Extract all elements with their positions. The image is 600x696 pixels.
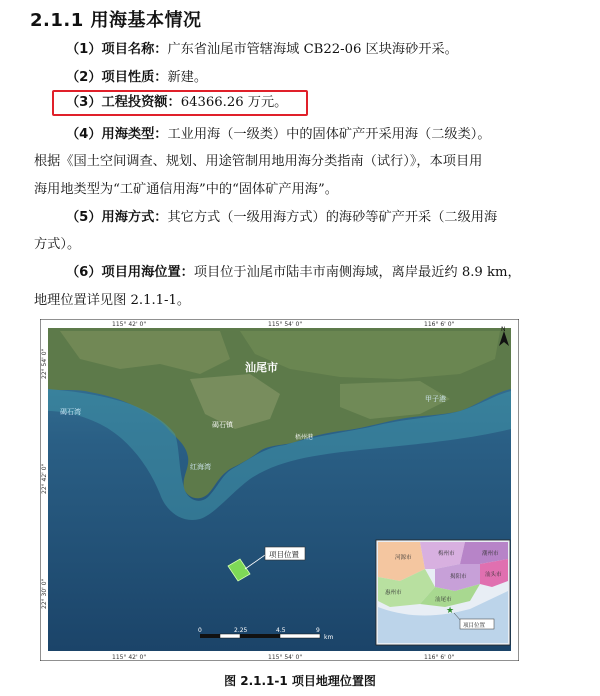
bottom-tick: 116° 6' 0" [424, 654, 455, 661]
bottom-tick: 115° 42' 0" [112, 654, 147, 661]
project-label: 项目位置 [269, 550, 299, 559]
item-value: 64366.26 万元。 [180, 95, 288, 110]
side-tick: 22° 30' 0" [41, 578, 48, 609]
item-label: （6）项目用海位置： [66, 265, 194, 280]
svg-text:km: km [324, 634, 334, 641]
inset-city: 惠州市 [385, 590, 402, 596]
item-label: （1）项目名称： [66, 42, 168, 57]
svg-text:N: N [501, 326, 506, 333]
item-value: 新建。 [167, 70, 208, 85]
bottom-tick: 115° 54' 0" [268, 654, 303, 661]
item-value: 工业用海（一级类）中的固体矿产开采用海（二级类）。 [167, 127, 491, 142]
item-project-name [66, 40, 458, 60]
inset-city: 汕头市 [485, 572, 502, 578]
item-label: （3）工程投资额： [66, 95, 181, 110]
top-tick: 115° 42' 0" [112, 321, 147, 328]
item-project-nature [66, 68, 207, 88]
inset-city: 河源市 [395, 555, 412, 561]
item-sea-use-mode [66, 208, 497, 228]
bay-label: 红海湾 [190, 463, 211, 471]
town-label: 碣石镇 [212, 421, 233, 429]
item-label: （2）项目性质： [66, 70, 168, 85]
town-label: 梧州港 [295, 434, 314, 441]
item-label: （5）用海方式： [66, 210, 168, 225]
inset-map [376, 540, 510, 645]
paragraph-line: 根据《国土空间调查、规划、用途管制用地用海分类指南（试行）》，本项目用 [34, 154, 483, 169]
inset-city: 揭阳市 [450, 574, 467, 580]
side-tick: 22° 54' 0" [41, 348, 48, 379]
inset-project-label: 项目位置 [463, 623, 486, 629]
item-sea-location [66, 263, 521, 283]
item-value: 广东省汕尾市管辖海域 CB22-06 区块海砂开采。 [167, 42, 458, 57]
location-map [40, 319, 519, 661]
figure-caption: 图 2.1.1-1 项目地理位置图 [224, 674, 376, 688]
item-investment [66, 93, 287, 113]
paragraph-line: 方式）。 [34, 237, 81, 252]
bay-label: 碣石湾 [60, 408, 81, 416]
inset-city: 潮州市 [482, 551, 499, 557]
top-tick: 115° 54' 0" [268, 321, 303, 328]
inset-city: 汕尾市 [435, 597, 452, 603]
svg-text:4.5: 4.5 [276, 627, 286, 634]
paragraph-line: 地理位置详见图 2.1.1-1。 [34, 293, 191, 308]
paragraph-line: 海用地类型为“工矿通信用海”中的“固体矿产用海”。 [34, 182, 338, 197]
svg-text:9: 9 [316, 627, 320, 634]
top-tick: 116° 6' 0" [424, 321, 455, 328]
bay-label: 甲子港 [425, 395, 446, 403]
inset-city: 梅州市 [438, 551, 455, 557]
item-value: 其它方式（一级用海方式）的海砂等矿产开采（二级用海 [167, 210, 498, 225]
section-heading: 2.1.1 用海基本情况 [30, 10, 202, 31]
city-label: 汕尾市 [245, 361, 278, 374]
star-icon: ★ [446, 606, 455, 616]
side-tick: 22° 42' 0" [41, 463, 48, 494]
item-sea-use-type [66, 125, 491, 145]
svg-text:0: 0 [198, 627, 202, 634]
item-label: （4）用海类型： [66, 127, 168, 142]
item-value: 项目位于汕尾市陆丰市南侧海域，离岸最近约 8.9 km， [193, 265, 521, 280]
svg-text:2.25: 2.25 [234, 627, 248, 634]
